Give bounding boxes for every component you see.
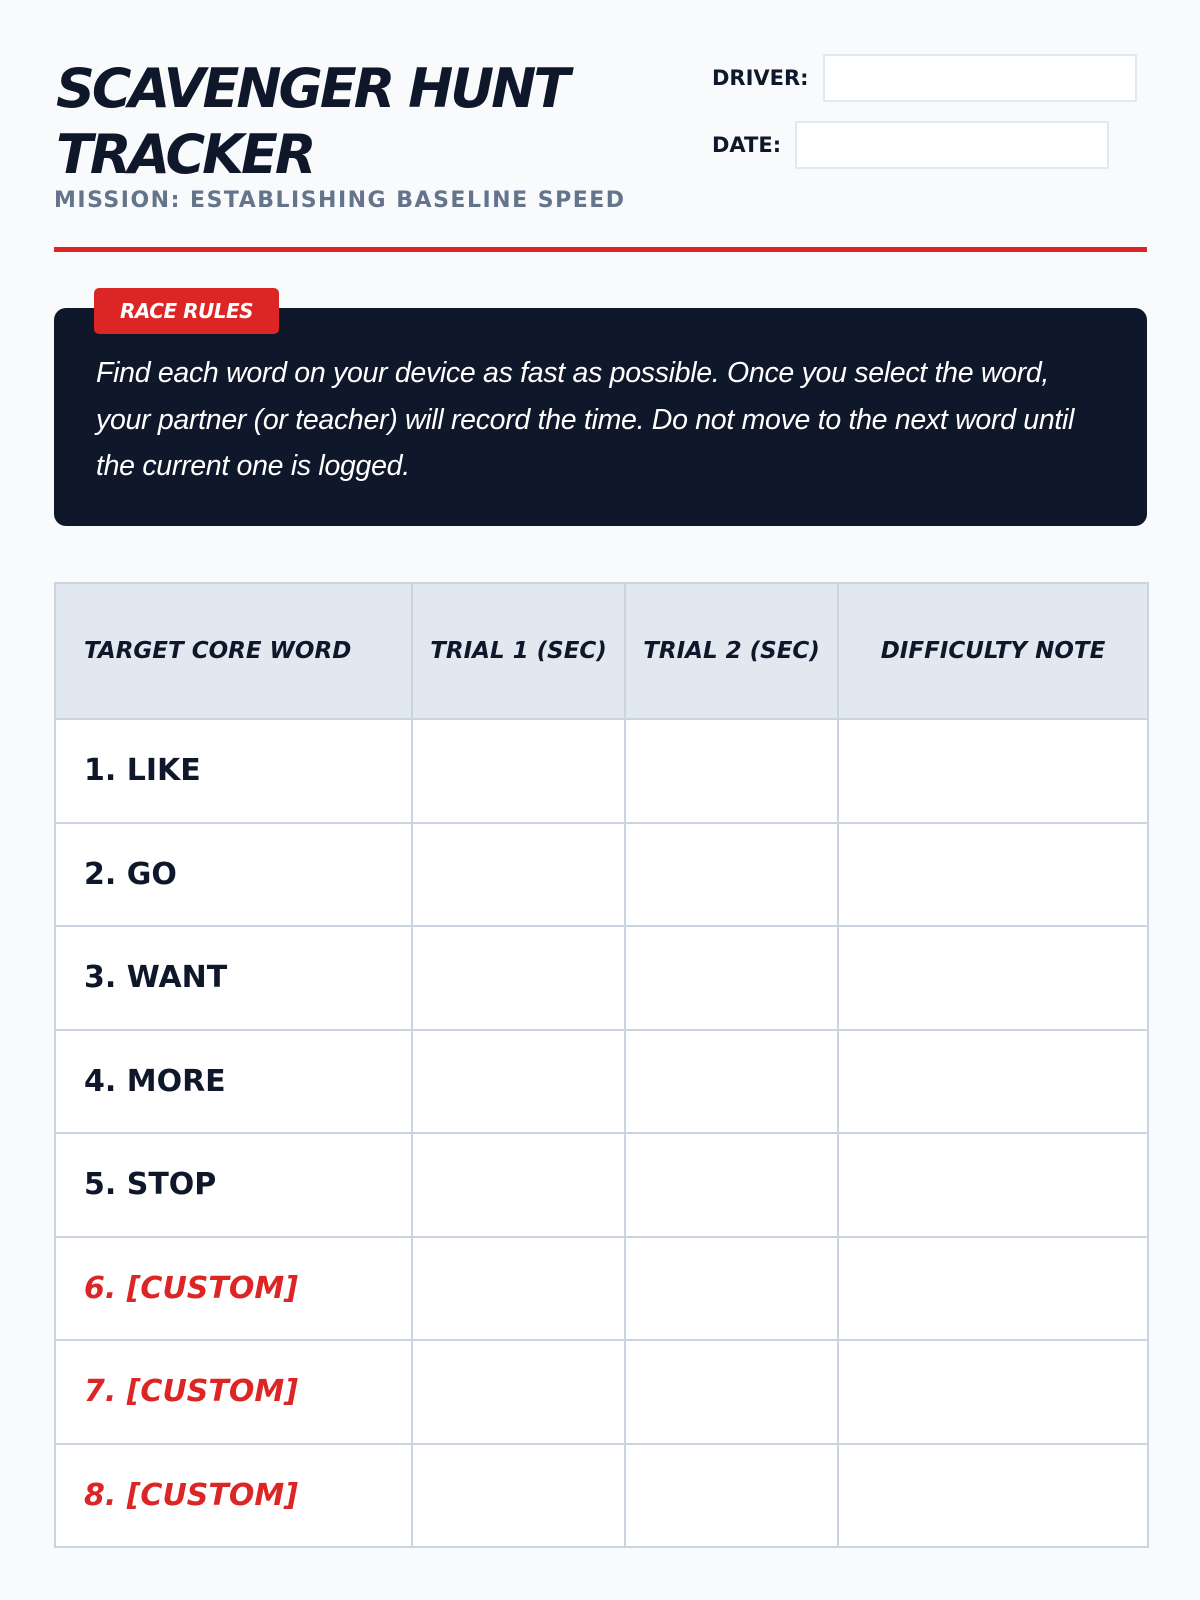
difficulty-note-cell[interactable] [838, 823, 1148, 927]
difficulty-note-cell[interactable] [838, 1133, 1148, 1237]
target-word-cell: 4. MORE [55, 1030, 412, 1134]
race-rules-text: Find each word on your device as fast as possible. Once you select the word, your partner (or teacher) will record the time. Do not move to the next word until the current one is logged. [96, 357, 1075, 482]
trial-2-cell[interactable] [625, 1444, 838, 1548]
table-header-row [55, 583, 1148, 719]
driver-field-row [712, 54, 1137, 102]
date-label: DATE: [712, 133, 782, 157]
trial-1-cell[interactable] [412, 926, 625, 1030]
target-word-cell: 2. GO [55, 823, 412, 927]
trial-2-cell[interactable] [625, 823, 838, 927]
header-target-core-word: TARGET CORE WORD [55, 583, 412, 719]
trial-1-cell[interactable] [412, 1444, 625, 1548]
target-word-cell: 8. [CUSTOM] [55, 1444, 412, 1548]
trial-1-cell[interactable] [412, 823, 625, 927]
target-word-cell: 6. [CUSTOM] [55, 1237, 412, 1341]
trial-1-cell[interactable] [412, 1030, 625, 1134]
header-trial-2: TRIAL 2 (SEC) [625, 583, 838, 719]
tracker-table [54, 582, 1149, 1548]
header [54, 0, 1147, 262]
table-row [55, 719, 1148, 823]
driver-label: DRIVER: [712, 66, 809, 90]
race-rules-badge: RACE RULES [94, 288, 279, 334]
difficulty-note-cell[interactable] [838, 1237, 1148, 1341]
difficulty-note-cell[interactable] [838, 719, 1148, 823]
race-rules-box [54, 308, 1147, 526]
table-row [55, 1237, 1148, 1341]
difficulty-note-cell[interactable] [838, 926, 1148, 1030]
table-body [55, 719, 1148, 1547]
worksheet [54, 0, 1147, 1513]
trial-1-cell[interactable] [412, 1340, 625, 1444]
table-row [55, 823, 1148, 927]
table-row [55, 1133, 1148, 1237]
header-trial-1: TRIAL 1 (SEC) [412, 583, 625, 719]
trial-2-cell[interactable] [625, 719, 838, 823]
trial-2-cell[interactable] [625, 1237, 838, 1341]
target-word-cell: 1. LIKE [55, 719, 412, 823]
trial-2-cell[interactable] [625, 1340, 838, 1444]
target-word-cell: 3. WANT [55, 926, 412, 1030]
difficulty-note-cell[interactable] [838, 1444, 1148, 1548]
tracker-table-wrap [54, 582, 1149, 1548]
driver-input[interactable] [823, 54, 1137, 102]
trial-1-cell[interactable] [412, 1237, 625, 1341]
trial-1-cell[interactable] [412, 1133, 625, 1237]
header-divider [54, 247, 1147, 252]
target-word-cell: 7. [CUSTOM] [55, 1340, 412, 1444]
page-title: SCAVENGER HUNT TRACKER [56, 57, 568, 186]
trial-2-cell[interactable] [625, 1030, 838, 1134]
table-row [55, 1444, 1148, 1548]
difficulty-note-cell[interactable] [838, 1030, 1148, 1134]
date-field-row [712, 121, 1109, 169]
header-difficulty-note: DIFFICULTY NOTE [838, 583, 1148, 719]
table-row [55, 1340, 1148, 1444]
difficulty-note-cell[interactable] [838, 1340, 1148, 1444]
trial-2-cell[interactable] [625, 926, 838, 1030]
target-word-cell: 5. STOP [55, 1133, 412, 1237]
date-input[interactable] [795, 121, 1109, 169]
table-row [55, 926, 1148, 1030]
mission-subtitle: MISSION: ESTABLISHING BASELINE SPEED [54, 188, 626, 213]
trial-2-cell[interactable] [625, 1133, 838, 1237]
trial-1-cell[interactable] [412, 719, 625, 823]
table-row [55, 1030, 1148, 1134]
